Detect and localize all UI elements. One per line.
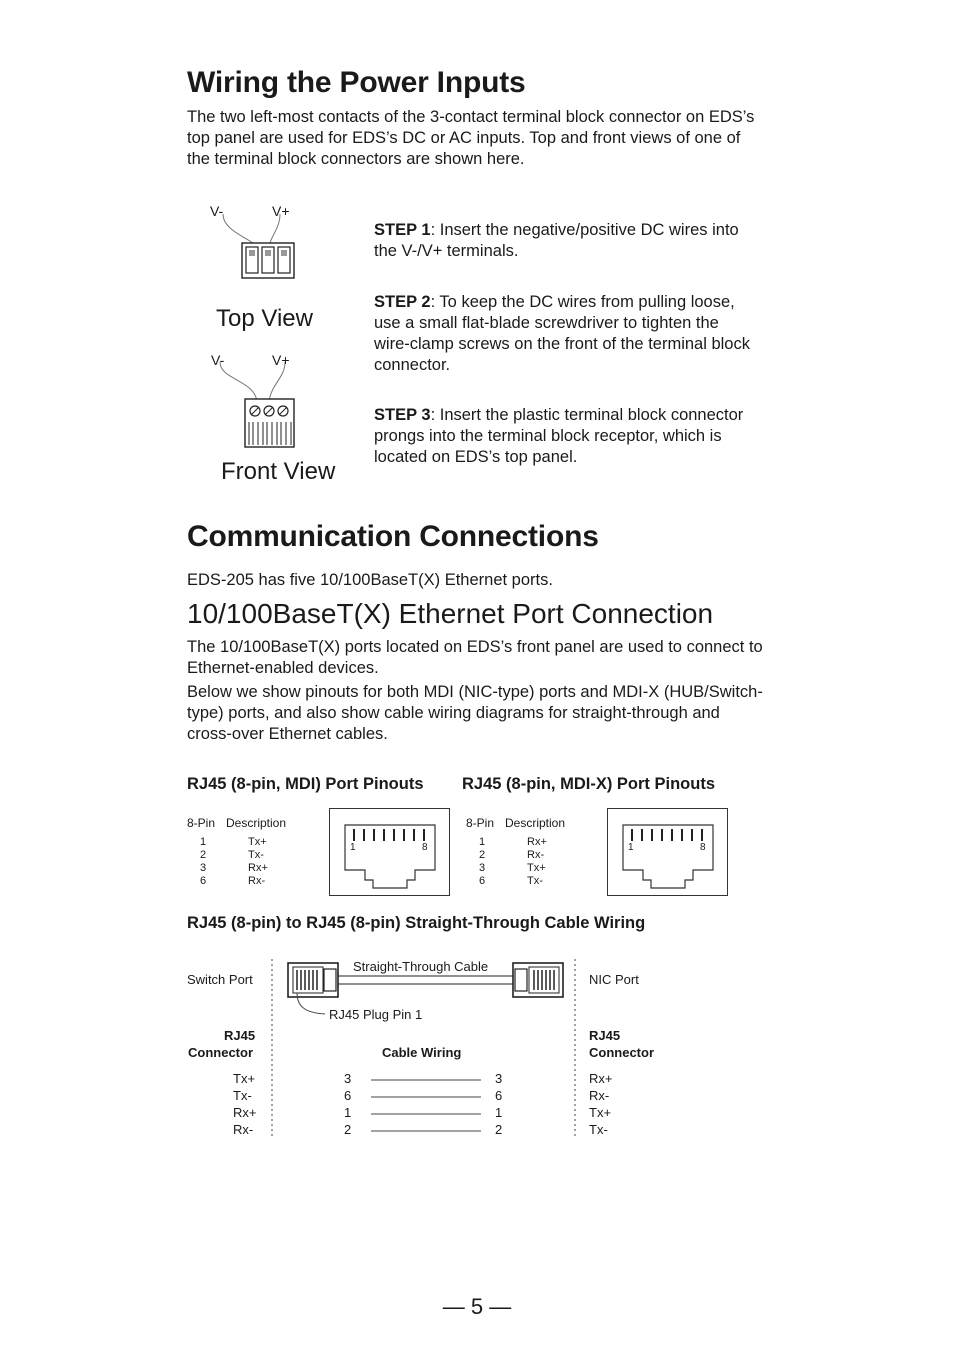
desc-cell: Tx- xyxy=(527,875,543,887)
pin-cell: 2 xyxy=(479,849,486,861)
left-connector-line2: Connector xyxy=(188,1045,253,1060)
pin-cell: 6 xyxy=(200,875,207,887)
right-connector-line1: RJ45 xyxy=(589,1028,621,1043)
step-2-text: : To keep the DC wires from pulling loose, use a small flat-blade screwdriver to tighten the wire-clamp screws on the front of the terminal block connector. xyxy=(374,293,750,374)
mdix-jack-pin1: 1 xyxy=(628,842,634,853)
desc-cell: Rx+ xyxy=(527,836,547,848)
switch-port-label: Switch Port xyxy=(187,972,253,987)
mdi-jack-pin8: 8 xyxy=(422,842,428,853)
comm-para1: The 10/100BaseT(X) ports located on EDS’s front panel are used to connect to Ethernet-enabled devices. xyxy=(187,638,763,677)
right-signal: Rx+ xyxy=(589,1071,613,1086)
cable-wiring-label: Cable Wiring xyxy=(382,1045,462,1060)
mdix-col-pin: 8-Pin xyxy=(466,816,495,830)
desc-cell: Tx+ xyxy=(527,862,546,874)
right-pin: 3 xyxy=(495,1071,503,1086)
comm-intro: EDS-205 has five 10/100BaseT(X) Ethernet ports. xyxy=(187,571,553,589)
pin-cell: 1 xyxy=(200,836,207,848)
step-1 xyxy=(374,220,754,262)
power-intro: The two left-most contacts of the 3-contact terminal block connector on EDS’s top panel are used for EDS’s DC or AC inputs. Top and front views of one of the terminal block connectors are shown here. xyxy=(187,108,755,168)
table-row xyxy=(187,849,286,862)
comm-para2: Below we show pinouts for both MDI (NIC-type) ports and MDI-X (HUB/Switch-type) ports, and also show cable wiring diagrams for straight-through and cross-over Ethernet cables. xyxy=(187,683,763,743)
desc-cell: Tx+ xyxy=(248,836,267,848)
table-row xyxy=(466,849,565,862)
mdi-jack xyxy=(329,808,450,896)
comm-subtitle: 10/100BaseT(X) Ethernet Port Connection xyxy=(187,598,714,629)
left-signal: Tx- xyxy=(233,1088,252,1103)
desc-cell: Rx- xyxy=(527,849,545,861)
mdi-heading: RJ45 (8-pin, MDI) Port Pinouts xyxy=(187,775,424,793)
cable-heading: RJ45 (8-pin) to RJ45 (8-pin) Straight-Through Cable Wiring xyxy=(187,914,646,932)
comm-title: Communication Connections xyxy=(187,520,599,553)
right-signal: Rx- xyxy=(589,1088,610,1103)
page-number: — 5 — xyxy=(442,1294,512,1319)
pin-cell: 6 xyxy=(479,875,486,887)
desc-cell: Tx- xyxy=(248,849,264,861)
left-pin: 3 xyxy=(344,1071,352,1086)
pin-cell: 2 xyxy=(200,849,207,861)
cable-wiring-icon xyxy=(187,955,747,1145)
pin-cell: 3 xyxy=(479,862,486,874)
pin-cell: 1 xyxy=(479,836,486,848)
table-row xyxy=(187,875,286,888)
right-signal: Tx- xyxy=(589,1122,608,1137)
rj45-jack-icon xyxy=(329,808,450,896)
table-row xyxy=(187,836,286,849)
straight-cable-label: Straight-Through Cable xyxy=(353,959,489,974)
front-vplus-label: V+ xyxy=(272,352,290,368)
left-signal: Rx+ xyxy=(233,1105,257,1120)
right-pin: 6 xyxy=(495,1088,503,1103)
top-vplus-label: V+ xyxy=(272,203,290,219)
left-signal: Tx+ xyxy=(233,1071,256,1086)
left-signal: Rx- xyxy=(233,1122,254,1137)
right-connector-line2: Connector xyxy=(589,1045,654,1060)
mdix-jack-pin8: 8 xyxy=(700,842,706,853)
step-2 xyxy=(374,292,754,376)
mdix-pinout xyxy=(466,816,565,888)
mdix-col-desc: Description xyxy=(505,816,566,830)
step-2-label: STEP 2 xyxy=(374,293,431,311)
mdix-pin-table xyxy=(466,816,565,888)
table-row xyxy=(466,836,565,849)
left-pin: 2 xyxy=(344,1122,352,1137)
top-vminus-label: V- xyxy=(210,203,224,219)
left-connector-line1: RJ45 xyxy=(224,1028,256,1043)
mdi-pinout xyxy=(187,816,286,888)
right-signal: Tx+ xyxy=(589,1105,612,1120)
table-row xyxy=(466,862,565,875)
step-3-text: : Insert the plastic terminal block connector prongs into the terminal block receptor, which is located on EDS’s top panel. xyxy=(374,406,744,466)
left-pin: 6 xyxy=(344,1088,352,1103)
front-vminus-label: V- xyxy=(211,352,225,368)
mdix-heading: RJ45 (8-pin, MDI-X) Port Pinouts xyxy=(462,775,716,793)
mdi-pin-table xyxy=(187,816,286,888)
right-pin: 2 xyxy=(495,1122,503,1137)
left-pin: 1 xyxy=(344,1105,352,1120)
right-pin: 1 xyxy=(495,1105,503,1120)
desc-cell: Rx+ xyxy=(248,862,268,874)
mdi-col-pin: 8-Pin xyxy=(187,816,216,830)
step-3-label: STEP 3 xyxy=(374,406,431,424)
mdi-col-desc: Description xyxy=(226,816,287,830)
table-row xyxy=(187,862,286,875)
step-3 xyxy=(374,405,754,468)
top-view-label: Top View xyxy=(216,305,313,332)
mdix-jack xyxy=(607,808,728,896)
pin-cell: 3 xyxy=(200,862,207,874)
plug-pin1-label: RJ45 Plug Pin 1 xyxy=(329,1007,423,1022)
desc-cell: Rx- xyxy=(248,875,266,887)
power-title: Wiring the Power Inputs xyxy=(187,66,526,99)
mdi-jack-pin1: 1 xyxy=(350,842,356,853)
step-1-text: : Insert the negative/positive DC wires into the V-/V+ terminals. xyxy=(374,221,739,260)
table-row xyxy=(466,875,565,888)
cable-diagram xyxy=(187,955,747,1145)
nic-port-label: NIC Port xyxy=(589,972,639,987)
step-1-label: STEP 1 xyxy=(374,221,431,239)
rj45-jack-icon xyxy=(607,808,728,896)
front-view-label: Front View xyxy=(221,458,336,485)
